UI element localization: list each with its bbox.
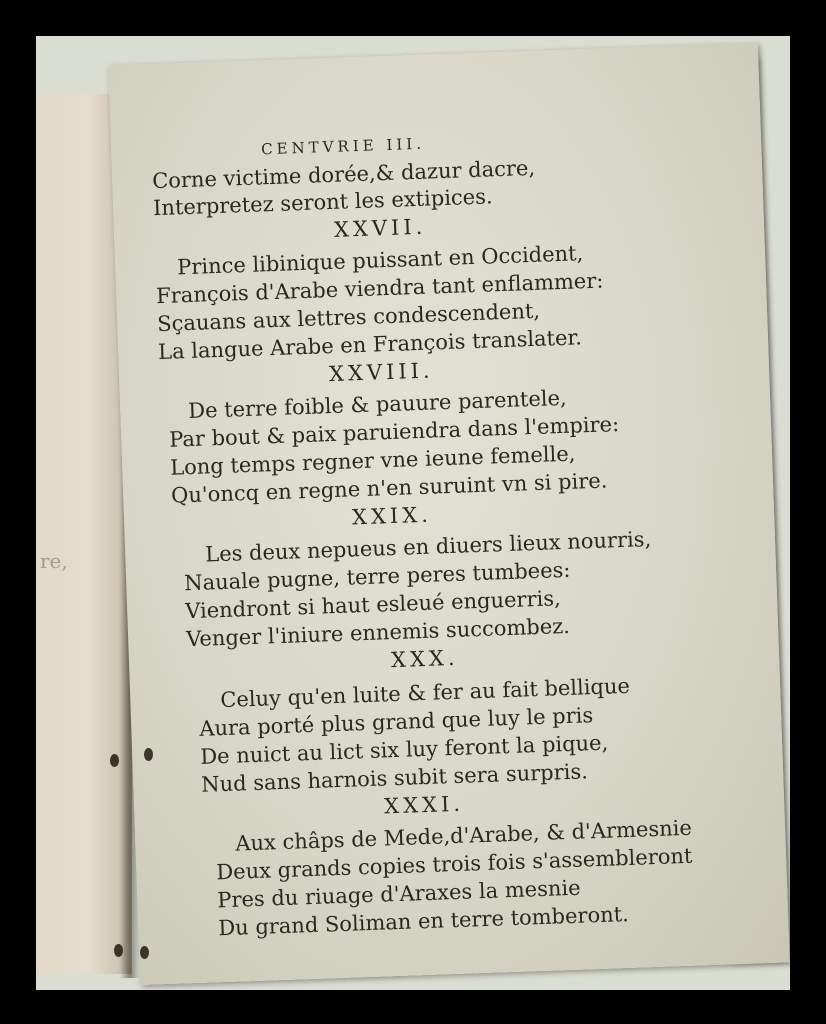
binding-hole (110, 754, 119, 767)
binding-hole (114, 944, 123, 957)
verse-line: De nuict au lict six luy feront la pique, (199, 730, 609, 769)
verse-line: Nud sans harnois subit sera surpris. (200, 759, 589, 797)
binding-hole (144, 748, 153, 761)
verse-line: Par bout & paix paruiendra dans l'empire: (168, 412, 620, 452)
verse-line: Prince libinique puissant en Occident, (176, 241, 584, 280)
running-head: CENTVRIE III. (260, 134, 426, 159)
quatrain-number: XXVII. (333, 214, 427, 242)
verse-text (108, 43, 790, 985)
verse-line: La langue Arabe en François translater. (157, 325, 583, 365)
verse-line: Sçauans aux lettres condescendent, (156, 298, 541, 337)
verse-line: Interpretez seront les extipices. (152, 184, 493, 221)
binding-hole (140, 946, 149, 959)
verse-line: Viendront si haut esleué enguerris, (184, 586, 562, 624)
quatrain-number: XXXI. (383, 791, 465, 819)
verse-line: François d'Arabe viendra tant enflammer: (155, 268, 604, 309)
right-page (108, 43, 790, 985)
verse-line: Deux grands copies trois fois s'assembleront (215, 843, 693, 885)
photo-frame (36, 36, 790, 990)
verse-line: Pres du riuage d'Araxes la mesnie (216, 875, 581, 913)
verse-line: Long temps regner vne ieune femelle, (169, 441, 576, 480)
verse-line: Nauale pugne, terre peres tumbees: (183, 557, 571, 596)
verse-line: Corne victime dorée,& dazur dacre, (151, 155, 536, 194)
verse-line: Venger l'iniure ennemis succombez. (185, 613, 571, 652)
verse-line: Du grand Soliman en terre tomberont. (217, 901, 630, 941)
verse-line: Qu'oncq en regne n'en suruint vn si pire. (170, 468, 608, 508)
verse-line: Aux châps de Mede,d'Arabe, & d'Armesnie (234, 815, 693, 856)
quatrain-number: XXIX. (351, 502, 433, 530)
quatrain-number: XXX. (390, 645, 459, 673)
verse-line: De terre foible & pauure parentele, (187, 385, 567, 424)
verse-line: Aura porté plus grand que luy le pris (198, 703, 594, 741)
verse-line: Les deux nepueus en diuers lieux nourris, (204, 526, 652, 567)
verse-line: Celuy qu'en luite & fer au fait bellique (219, 673, 631, 713)
quatrain-number: XXVIII. (328, 358, 435, 387)
left-page-fragment: re, (40, 549, 68, 573)
